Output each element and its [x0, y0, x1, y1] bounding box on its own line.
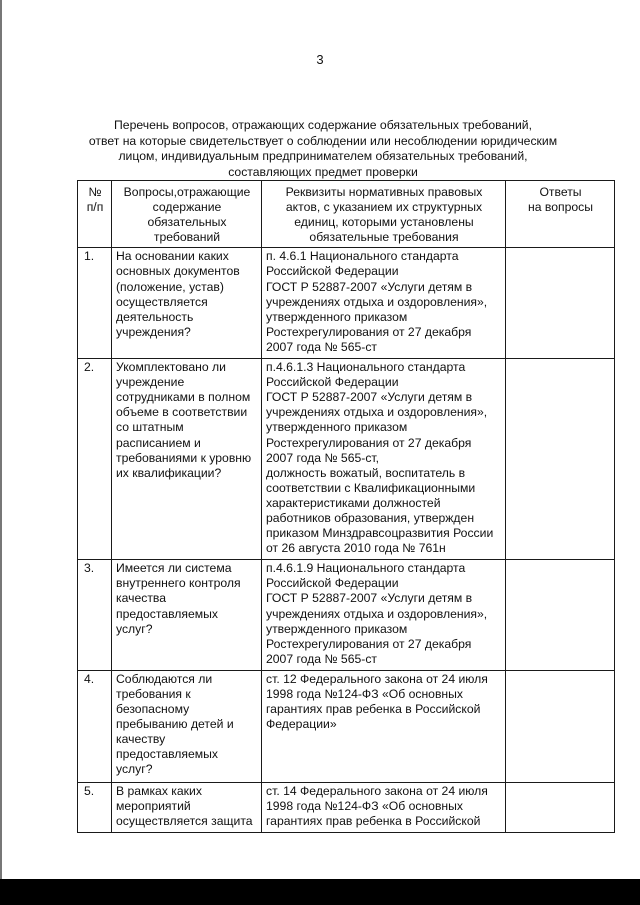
row-number: 4.	[78, 670, 112, 782]
row-question	[112, 670, 262, 782]
cell-line: основных документов	[116, 264, 240, 279]
cell-line: Ростехрегулирования от 27 декабря	[266, 636, 472, 651]
cell-line: Российской Федерации	[266, 576, 399, 591]
header-line: требований	[153, 230, 221, 245]
document-title	[78, 118, 568, 180]
header-line: Вопросы,отражающие	[123, 185, 251, 199]
cell-line: мероприятий	[116, 799, 191, 813]
header-line: актов, с указанием их структурных	[285, 200, 483, 215]
row-requisites	[262, 560, 506, 671]
header-line: содержание	[152, 200, 222, 215]
row-number: 1.	[78, 248, 112, 359]
cell-line: Российской Федерации	[266, 375, 399, 390]
row-number: 5.	[78, 782, 112, 832]
cell-line: учреждениях отдыха и оздоровления»,	[266, 405, 488, 420]
title-line: составляющих предмет проверки	[228, 164, 418, 179]
row-question	[112, 248, 262, 359]
header-line: единиц, которыми установлены	[294, 215, 474, 230]
cell-line: На основании каких	[116, 249, 229, 264]
row-number: 2.	[78, 359, 112, 560]
row-answer[interactable]	[506, 248, 615, 359]
cell-line: Ростехрегулирования от 27 декабря	[266, 435, 472, 450]
cell-line: п.4.6.1.9 Национального стандарта	[266, 561, 466, 576]
cell-line: Федерации»	[266, 717, 337, 732]
scan-left-edge	[0, 0, 2, 905]
cell-line: требования к	[116, 687, 191, 701]
row-answer[interactable]	[506, 359, 615, 560]
row-question	[112, 359, 262, 560]
header-line: на вопросы	[527, 200, 594, 215]
row-question	[112, 560, 262, 671]
cell-line: объеме в соответствии	[116, 405, 248, 420]
cell-line: Ростехрегулирования от 27 декабря	[266, 324, 472, 339]
table-row	[78, 560, 615, 671]
cell-line: от 26 августа 2010 года № 761н	[266, 541, 446, 556]
cell-line: 1998 года №124-ФЗ «Об основных	[266, 799, 464, 813]
cell-line: гарантиях прав ребенка в Российской	[266, 702, 481, 717]
cell-line: учреждениях отдыха и оздоровления»,	[266, 294, 488, 309]
header-line: Ответы	[539, 185, 582, 199]
cell-line: учреждениях отдыха и оздоровления»,	[266, 606, 488, 621]
row-question	[112, 782, 262, 832]
row-answer[interactable]	[506, 560, 615, 671]
cell-line: ГОСТ Р 52887-2007 «Услуги детям в	[266, 390, 473, 405]
cell-line: 1998 года №124-ФЗ «Об основных	[266, 687, 464, 701]
cell-line: должность вожатый, воспитатель в	[266, 465, 466, 480]
cell-line: ГОСТ Р 52887-2007 «Услуги детям в	[266, 591, 473, 606]
title-line: Перечень вопросов, отражающих содержание обязательных требований,	[114, 118, 532, 132]
cell-line: учреждение	[116, 375, 185, 390]
cell-line: характеристиками должностей	[266, 495, 441, 510]
cell-line: 2007 года № 565-ст	[266, 651, 377, 666]
cell-line: предоставляемых	[116, 606, 219, 621]
cell-line: утвержденного приказом	[266, 420, 408, 435]
header-line: обязательные требования	[309, 230, 459, 245]
table-header-row	[78, 181, 615, 248]
row-requisites	[262, 782, 506, 832]
cell-line: их квалификации?	[116, 465, 222, 480]
header-question	[112, 181, 262, 248]
cell-line: ст. 12 Федерального закона от 24 июля	[266, 671, 488, 686]
cell-line: деятельность	[116, 309, 194, 324]
cell-line: расписанием и	[116, 435, 201, 450]
row-requisites	[262, 670, 506, 782]
cell-line: утвержденного приказом	[266, 309, 408, 324]
cell-line: п. 4.6.1 Национального стандарта	[266, 249, 459, 264]
cell-line: гарантиях прав ребенка в Российской	[266, 814, 481, 829]
cell-line: осуществляется	[116, 294, 208, 309]
header-number	[78, 181, 112, 248]
scan-bottom-edge	[0, 879, 640, 905]
table-row	[78, 359, 615, 560]
cell-line: качества	[116, 591, 167, 606]
cell-line: 2007 года № 565-ст	[266, 339, 377, 354]
cell-line: осуществляется защита	[116, 814, 253, 829]
requirements-table	[77, 180, 615, 833]
cell-line: 2007 года № 565-ст,	[266, 450, 380, 465]
cell-line: услуг?	[116, 762, 153, 777]
cell-line: сотрудниками в полном	[116, 390, 251, 405]
row-answer[interactable]	[506, 782, 615, 832]
header-line: Реквизиты нормативных правовых	[285, 185, 483, 199]
header-line: обязательных	[147, 215, 227, 230]
cell-line: Соблюдаются ли	[116, 671, 213, 686]
table-row	[78, 248, 615, 359]
cell-line: утвержденного приказом	[266, 621, 408, 636]
cell-line: Укомплектовано ли	[116, 360, 226, 375]
cell-line: услуг?	[116, 621, 153, 636]
cell-line: со штатным	[116, 420, 184, 435]
cell-line: пребыванию детей и	[116, 717, 234, 732]
row-number: 3.	[78, 560, 112, 671]
table-row	[78, 670, 615, 782]
cell-line: ст. 14 Федерального закона от 24 июля	[266, 783, 488, 798]
cell-line: приказом Минздравсоцразвития России	[266, 526, 494, 541]
row-answer[interactable]	[506, 670, 615, 782]
cell-line: (положение, устав)	[116, 279, 224, 294]
cell-line: ГОСТ Р 52887-2007 «Услуги детям в	[266, 279, 473, 294]
title-line: лицом, индивидуальным предпринимателем обязательных требований,	[118, 149, 528, 163]
cell-line: п.4.6.1.3 Национального стандарта	[266, 360, 466, 375]
cell-line: соответствии с Квалификационными	[266, 480, 476, 495]
cell-line: требованиями к уровню	[116, 450, 252, 465]
header-line: п/п	[86, 200, 104, 215]
cell-line: качеству	[116, 732, 166, 747]
row-requisites	[262, 359, 506, 560]
page-number: 3	[316, 52, 324, 67]
header-answer	[506, 181, 615, 248]
cell-line: предоставляемых	[116, 747, 219, 762]
row-requisites	[262, 248, 506, 359]
table-row	[78, 782, 615, 832]
cell-line: работников образования, утвержден	[266, 510, 475, 525]
title-line: ответ на которые свидетельствует о соблюдении или несоблюдении юридическим	[88, 133, 558, 148]
cell-line: Имеется ли система	[116, 561, 232, 576]
cell-line: В рамках каких	[116, 783, 202, 798]
cell-line: Российской Федерации	[266, 264, 399, 279]
cell-line: безопасному	[116, 702, 190, 717]
header-line: №	[88, 185, 102, 199]
cell-line: учреждения?	[116, 324, 191, 339]
header-requisites	[262, 181, 506, 248]
cell-line: внутреннего контроля	[116, 576, 241, 591]
